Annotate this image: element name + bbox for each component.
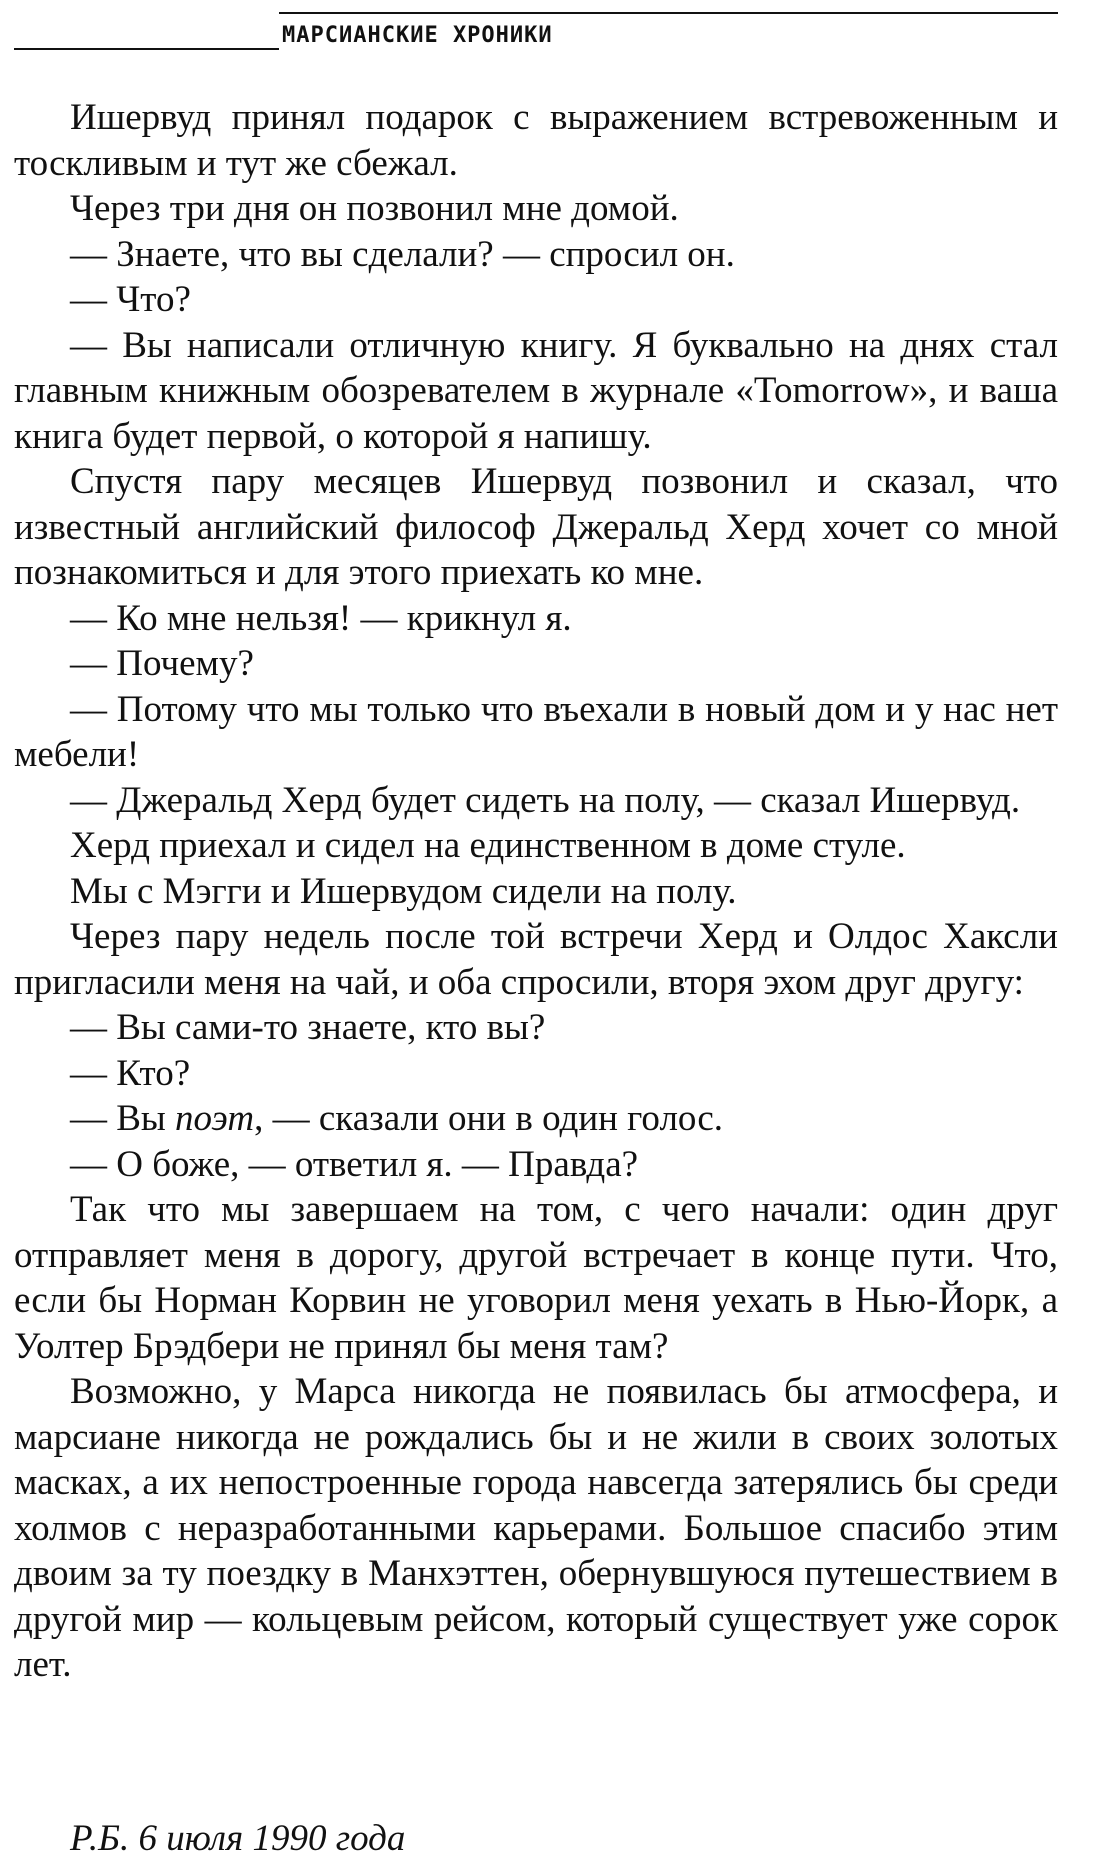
dialogue-line: — Почему?: [70, 643, 254, 684]
dialogue-line-poet: [14, 1096, 1058, 1142]
dialogue-line: — Кто?: [70, 1052, 191, 1094]
paragraph: Через три дня он позвонил мне домой.: [70, 188, 679, 229]
body-text: [14, 95, 1058, 1688]
dialogue-line: — Потому что мы только что въехали в новый дом и у нас нет мебели!: [14, 688, 1058, 775]
paragraph: Мы с Мэгги и Ишервудом сидели на полу.: [70, 870, 737, 912]
running-head: [14, 12, 1058, 52]
dialogue-line: — Знаете, что вы сделали? — спросил он.: [70, 233, 735, 275]
paragraph: Так что мы завершаем на том, с чего начали: один друг отправляет меня в дорогу, другой встречает в конце пути. Что, если бы Норман Корвин не уговорил меня уехать в Нью-Йорк, а Уолтер Брэдбери не принял бы меня там?: [14, 1189, 1058, 1367]
poet-line-after: , — сказали они в один голос.: [254, 1098, 724, 1139]
dialogue-line: — Ко мне нельзя! — крикнул я.: [70, 597, 572, 639]
dialogue-line: — О боже, — ответил я. — Правда?: [70, 1143, 639, 1185]
dialogue-line: — Вы сами-то знаете, кто вы?: [70, 1007, 546, 1048]
paragraph: Возможно, у Марса никогда не появилась бы атмосфера, и марсиане никогда не рождались бы и не жили в своих золотых масках, а их непостроенные города навсегда затерялись бы среди холмов с неразработанными карьерами. Большое спасибо этим двоим за ту поездку в Манхэттен, обернувшуюся путешествием в другой мир — кольцевым рейсом, который существует уже сорок лет.: [14, 1371, 1058, 1685]
running-head-title: МАРСИАНСКИЕ ХРОНИКИ: [282, 23, 553, 48]
dialogue-line: — Что?: [70, 279, 191, 320]
dialogue-line: — Джеральд Херд будет сидеть на полу, — сказал Ишервуд.: [70, 779, 1021, 821]
author-signature: Р.Б. 6 июля 1990 года: [70, 1818, 406, 1859]
header-top-rule: [279, 12, 1058, 14]
poet-line-emphasis: поэт: [175, 1098, 255, 1139]
paragraph: Херд приехал и сидел на единственном в доме стуле.: [70, 825, 906, 866]
paragraph: Через пару недель после той встречи Херд и Олдос Хаксли пригласили меня на чай, и оба спросили, вторя эхом друг другу:: [14, 916, 1058, 1003]
poet-line-before: — Вы: [70, 1098, 176, 1139]
paragraph: Спустя пару месяцев Ишервуд позвонил и сказал, что известный английский философ Джеральд Херд хочет со мной познакомиться и для этого приехать ко мне.: [14, 461, 1058, 593]
paragraph: Ишервуд принял подарок с выражением встревоженным и тоскливым и тут же сбежал.: [14, 97, 1058, 184]
header-left-rule: [14, 48, 279, 50]
dialogue-line: — Вы написали отличную книгу. Я буквально на днях стал главным книжным обозревателем в журнале «Tomorrow», и ваша книга будет первой, о которой я напишу.: [14, 324, 1058, 457]
